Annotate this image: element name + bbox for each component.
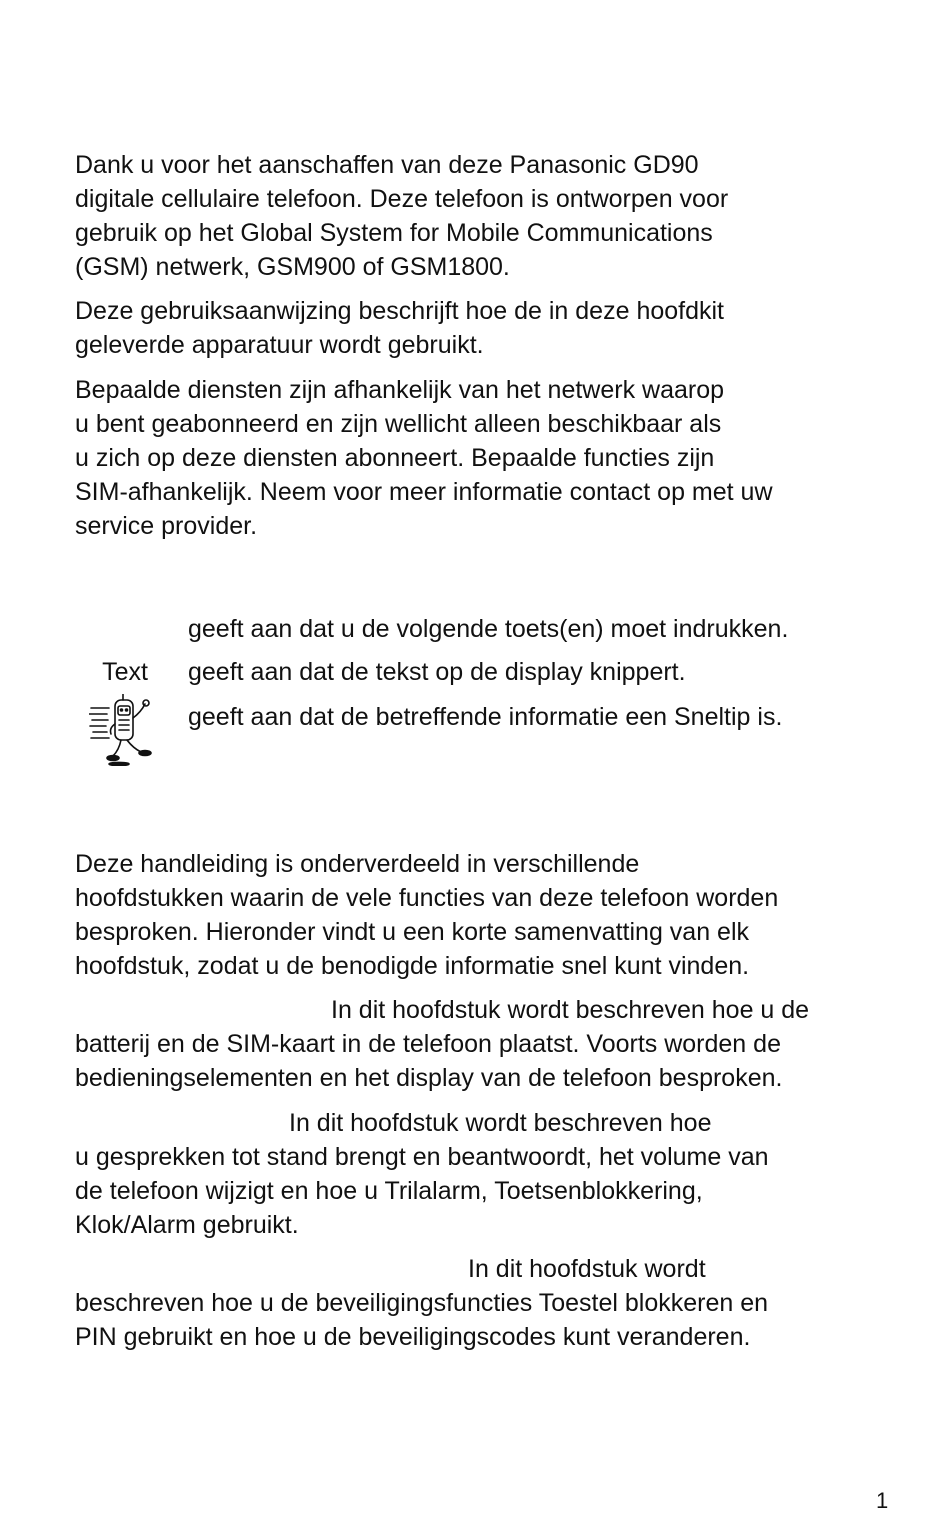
intro-paragraph-1: Dank u voor het aanschaffen van deze Panasonic GD90 digitale cellulaire telefoon. Deze telefoon is ontworpen voor gebruik op het Global System for Mobile Communications (GSM) netwerk, GSM900 of GSM1800.	[75, 151, 729, 281]
chapter-summary-3	[75, 1252, 925, 1354]
symbol-description: geeft aan dat u de volgende toets(en) moet indrukken.	[188, 615, 789, 643]
chapter-summary-text: beschreven hoe u de beveiligingsfuncties Toestel blokkeren en PIN gebruikt en hoe u de beveiligingscodes kunt veranderen.	[75, 1289, 769, 1351]
chapter-summary-2	[75, 1106, 925, 1242]
chapter-summary-1	[75, 993, 925, 1095]
summary-intro-paragraph: Deze handleiding is onderverdeeld in verschillende hoofdstukken waarin de vele functies van deze telefoon worden besproken. Hieronder vindt u een korte samenvatting van elk hoofdstuk, zodat u de benodigde informatie snel kunt vinden.	[75, 850, 779, 980]
symbol-flashing-text: Text	[102, 658, 148, 686]
chapter-summary-text: batterij en de SIM-kaart in de telefoon plaatst. Voorts worden de bedieningselementen en het display van de telefoon besproken.	[75, 1030, 783, 1092]
symbol-description: geeft aan dat de tekst op de display knippert.	[188, 658, 686, 686]
page-number: 1	[876, 1488, 889, 1513]
intro-paragraph-3: Bepaalde diensten zijn afhankelijk van het netwerk waarop u bent geabonneerd en zijn wellicht alleen beschikbaar als u zich op deze diensten abonneert. Bepaalde functies zijn SIM-afhankelijk. Neem voor meer informatie contact op met uw service provider.	[75, 376, 773, 540]
chapter-summary-first-line: In dit hoofdstuk wordt beschreven hoe u de	[331, 996, 810, 1024]
chapter-summary-first-line: In dit hoofdstuk wordt beschreven hoe	[289, 1109, 712, 1137]
chapter-summary-text: u gesprekken tot stand brengt en beantwoordt, het volume van de telefoon wijzigt en hoe u Trilalarm, Toetsenblokkering, Klok/Alarm gebruikt.	[75, 1143, 769, 1239]
sneltip-phone-mascot-icon	[89, 694, 165, 766]
symbol-description: geeft aan dat de betreffende informatie een Sneltip is.	[188, 703, 783, 731]
intro-paragraph-2: Deze gebruiksaanwijzing beschrijft hoe de in deze hoofdkit geleverde apparatuur wordt gebruikt.	[75, 297, 724, 359]
chapter-summary-first-line: In dit hoofdstuk wordt	[468, 1255, 706, 1283]
